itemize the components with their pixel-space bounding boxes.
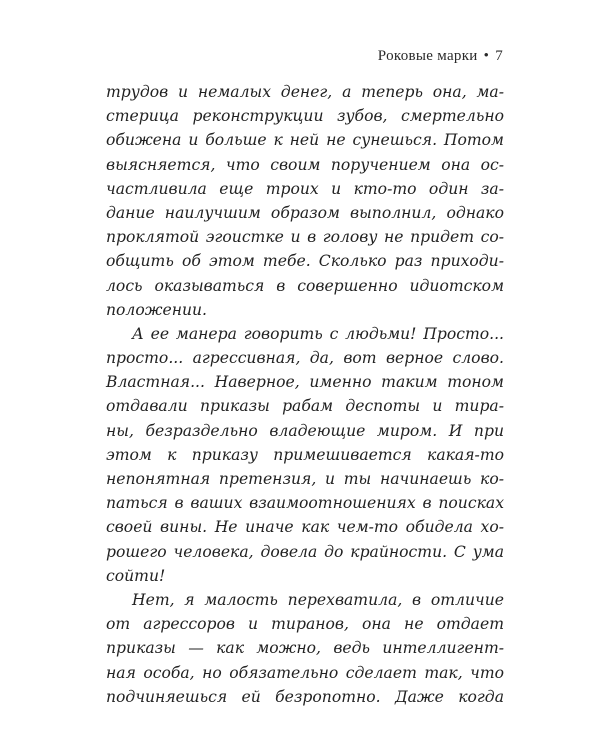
text-line: положении. [106,300,208,319]
text-line: своей вины. Не иначе как чем-то обидела хо- [106,518,504,537]
text-line: сойти! [106,566,166,585]
text-line: рошего человека, довела до крайности. С ума [106,542,504,561]
text-line: стерица реконструкции зубов, смертельно [106,107,504,126]
text-line: отдавали приказы рабам деспоты и тира- [106,397,504,416]
text-line: ная особа, но обязательно сделает так, что [106,663,504,682]
text-line: Властная... Наверное, именно таким тоном [106,373,504,392]
text-line: подчиняешься ей безропотно. Даже когда [106,687,504,706]
text-line: частливила еще троих и кто-то один за- [106,179,504,198]
text-line: выясняется, что своим поручением она ос- [106,155,504,174]
paragraph-start-line: А ее манера говорить с людьми! Просто... [132,324,504,343]
text-line: трудов и немалых денег, а теперь она, ма- [106,83,504,101]
text-line: общить об этом тебе. Сколько раз приходи- [106,252,504,271]
text-line: этом к приказу примешивается какая-то [106,445,504,464]
body-text [106,80,504,709]
paragraph-start-line: Нет, я малость перехватила, в отличие [132,590,504,609]
page-number: 7 [495,48,503,64]
text-line: от агрессоров и тиранов, она не отдает [106,615,504,634]
text-line: ны, безраздельно владеющие миром. И при [106,421,504,440]
text-line: дание наилучшим образом выполнил, однако [106,203,504,222]
header-separator: • [483,48,490,64]
text-line: лось оказываться в совершенно идиотском [106,276,504,295]
text-line: просто... агрессивная, да, вот верное слово. [106,349,504,368]
running-header [378,48,503,65]
text-line: приказы — как можно, ведь интеллигент- [106,639,504,658]
text-line: паться в ваших взаимоотношениях в поисках [106,494,504,513]
text-line: обижена и больше к ней не сунешься. Потом [106,131,504,150]
text-line: непонятная претензия, и ты начинаешь ко- [106,470,504,488]
book-title: Роковые марки [377,48,478,64]
text-line: проклятой эгоистке и в голову не придет со- [106,228,504,247]
